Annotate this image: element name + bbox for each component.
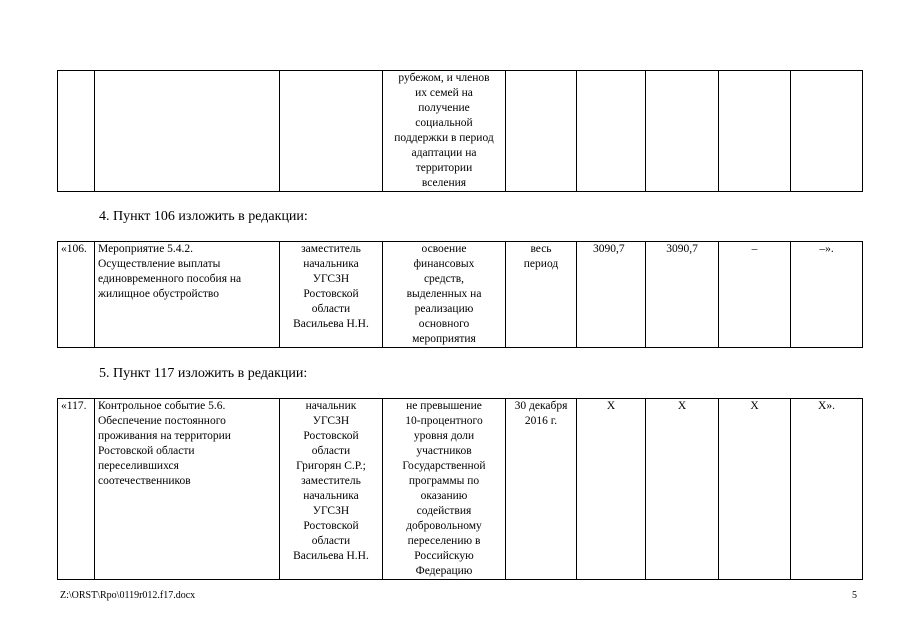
cell-value-4: [791, 71, 863, 192]
cell-name: Контрольное событие 5.6. Обеспечение постоянного проживания на территории Ростовской области переселившихся соотечественников: [95, 399, 280, 580]
cell-number: [58, 71, 95, 192]
table-item-117: [57, 398, 863, 580]
cell-result: не превышение 10-процентного уровня доли участников Государственной программы по оказанию содействия добровольному переселению в Российскую Федерацию: [383, 399, 506, 580]
cell-result: освоение финансовых средств, выделенных на реализацию основного мероприятия: [383, 242, 506, 348]
cell-value-1: 3090,7: [577, 242, 646, 348]
cell-responsible: заместитель начальника УГСЗН Ростовской области Васильева Н.Н.: [280, 242, 383, 348]
section-heading-4: 4. Пункт 106 изложить в редакции:: [99, 209, 308, 224]
cell-value-3: [719, 71, 791, 192]
cell-value-3: Х: [719, 399, 791, 580]
footer-file-path: Z:\ORST\Rpo\0119r012.f17.docx: [60, 590, 196, 601]
table-row: [58, 242, 863, 348]
cell-value-2: [646, 71, 719, 192]
cell-value-4: –».: [791, 242, 863, 348]
cell-responsible: начальник УГСЗН Ростовской области Григорян С.Р.; заместитель начальника УГСЗН Ростовской области Васильева Н.Н.: [280, 399, 383, 580]
cell-period: [506, 71, 577, 192]
cell-period: весь период: [506, 242, 577, 348]
cell-value-1: Х: [577, 399, 646, 580]
cell-name: [95, 71, 280, 192]
cell-number: «106.: [58, 242, 95, 348]
cell-responsible: [280, 71, 383, 192]
footer-page-number: 5: [852, 590, 857, 601]
table-continuation: [57, 70, 863, 192]
cell-result: рубежом, и членов их семей на получение социальной поддержки в период адаптации на территории вселения: [383, 71, 506, 192]
cell-value-2: 3090,7: [646, 242, 719, 348]
table-row: [58, 71, 863, 192]
table-item-106: [57, 241, 863, 348]
cell-value-3: –: [719, 242, 791, 348]
cell-value-1: [577, 71, 646, 192]
cell-name: Мероприятие 5.4.2. Осуществление выплаты единовременного пособия на жилищное обустройство: [95, 242, 280, 348]
cell-number: «117.: [58, 399, 95, 580]
cell-value-4: Х».: [791, 399, 863, 580]
section-heading-5: 5. Пункт 117 изложить в редакции:: [99, 366, 308, 381]
cell-value-2: Х: [646, 399, 719, 580]
cell-period: 30 декабря 2016 г.: [506, 399, 577, 580]
table-row: [58, 399, 863, 580]
